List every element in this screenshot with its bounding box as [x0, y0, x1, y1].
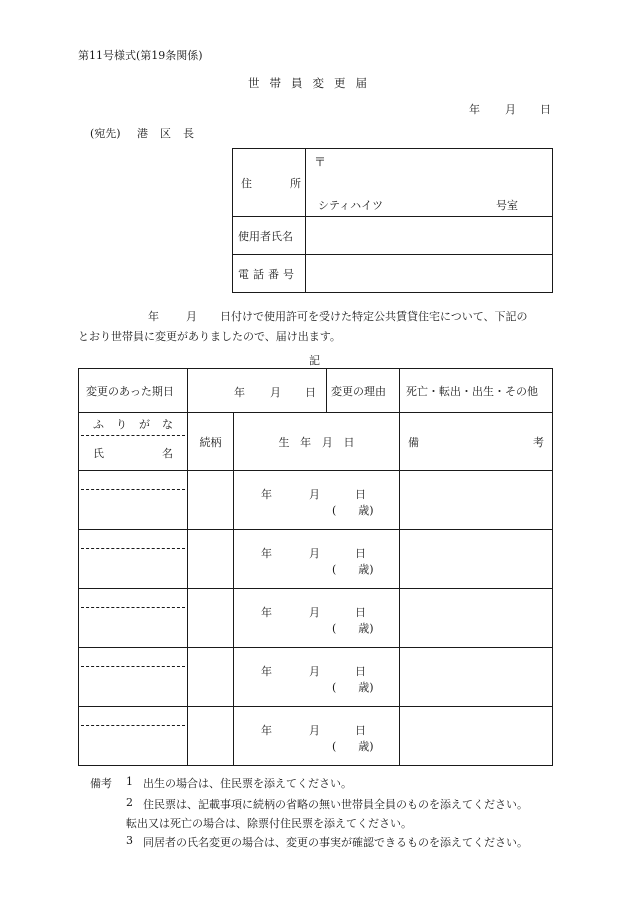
- statement-line-2: とおり世帯員に変更がありましたので、届け出ます。: [78, 330, 341, 343]
- address-label-cell: [233, 149, 306, 217]
- period-label-cell: [79, 369, 188, 413]
- member-age: ( 歳): [332, 681, 374, 694]
- member-age: ( 歳): [332, 740, 374, 753]
- recipient-name: 港区長: [137, 127, 206, 140]
- name-header-cell: [79, 413, 188, 471]
- member-month: 月: [309, 665, 320, 678]
- member-birthdate-cell[interactable]: [234, 530, 400, 589]
- member-birthdate-cell[interactable]: [234, 707, 400, 766]
- phone-label-cell: [233, 255, 306, 293]
- note-text: 転出又は死亡の場合は、除票付住民票を添えてください。: [126, 817, 412, 830]
- statement-month: 月: [186, 310, 197, 323]
- recipient-prefix: (宛先): [90, 127, 121, 140]
- member-birthdate-cell[interactable]: [234, 471, 400, 530]
- note-text: 出生の場合は、住民票を添えてください。: [143, 777, 352, 790]
- member-age: ( 歳): [332, 622, 374, 635]
- note-number: 3: [126, 834, 133, 847]
- period-month: 月: [270, 386, 281, 399]
- period-day: 日: [305, 386, 316, 399]
- member-day: 日: [355, 488, 366, 501]
- member-year: 年: [261, 547, 272, 560]
- relation-header: 続柄: [199, 435, 222, 449]
- reason-options-cell[interactable]: [400, 369, 553, 413]
- statement-year: 年: [148, 310, 159, 323]
- member-day: 日: [355, 724, 366, 737]
- member-row: [79, 648, 553, 707]
- note-text: 同居者の氏名変更の場合は、変更の事実が確認できるものを添えてください。: [143, 836, 528, 849]
- name-header: 氏 名: [93, 447, 173, 460]
- date-month: 月: [505, 103, 516, 116]
- note-number: 1: [126, 775, 133, 788]
- member-row: [79, 530, 553, 589]
- member-row: [79, 471, 553, 530]
- relation-header-cell: [188, 413, 234, 471]
- remarks-header-cell: [400, 413, 553, 471]
- member-year: 年: [261, 724, 272, 737]
- date-year: 年: [469, 103, 480, 116]
- period-label: 変更のあった期日: [86, 384, 174, 398]
- statement-line-1: 日付けで使用許可を受けた特定公共賃貸住宅について、下記の: [220, 310, 528, 323]
- member-month: 月: [309, 724, 320, 737]
- member-remarks-cell[interactable]: [400, 530, 553, 589]
- member-remarks-cell[interactable]: [400, 471, 553, 530]
- member-name-cell[interactable]: [79, 471, 188, 530]
- period-year: 年: [234, 386, 245, 399]
- member-row: [79, 707, 553, 766]
- applicant-table: [232, 148, 553, 293]
- member-name-cell[interactable]: [79, 648, 188, 707]
- change-table: [78, 368, 553, 766]
- member-year: 年: [261, 665, 272, 678]
- member-year: 年: [261, 606, 272, 619]
- member-relation-cell[interactable]: [188, 530, 234, 589]
- form-id: 第11号様式(第19条関係): [78, 49, 203, 62]
- member-age: ( 歳): [332, 563, 374, 576]
- member-age: ( 歳): [332, 504, 374, 517]
- member-remarks-cell[interactable]: [400, 707, 553, 766]
- reason-label-cell: [327, 369, 400, 413]
- address-label: 住 所: [241, 176, 301, 190]
- member-month: 月: [309, 606, 320, 619]
- member-day: 日: [355, 547, 366, 560]
- postal-mark: 〒: [314, 155, 327, 169]
- birthdate-header-cell: [234, 413, 400, 471]
- ki-mark: 記: [309, 354, 320, 367]
- member-day: 日: [355, 606, 366, 619]
- member-month: 月: [309, 488, 320, 501]
- phone-label: 電話番号: [238, 267, 298, 281]
- member-birthdate-cell[interactable]: [234, 648, 400, 707]
- user-name-label-cell: [233, 217, 306, 255]
- member-row: [79, 589, 553, 648]
- member-month: 月: [309, 547, 320, 560]
- date-day: 日: [540, 103, 551, 116]
- user-name-field[interactable]: [306, 217, 553, 255]
- member-name-cell[interactable]: [79, 589, 188, 648]
- reason-options: 死亡・転出・出生・その他: [406, 384, 538, 398]
- period-date-field[interactable]: [188, 369, 327, 413]
- reason-label: 変更の理由: [331, 384, 386, 398]
- note-number: 2: [126, 796, 133, 809]
- address-field[interactable]: [306, 149, 553, 217]
- member-remarks-cell[interactable]: [400, 589, 553, 648]
- room-suffix: 号室: [496, 199, 518, 212]
- notes-label: 備考: [90, 777, 112, 790]
- member-name-cell[interactable]: [79, 530, 188, 589]
- birthdate-header: 生 年 月 日: [278, 435, 355, 449]
- member-day: 日: [355, 665, 366, 678]
- member-remarks-cell[interactable]: [400, 648, 553, 707]
- member-name-cell[interactable]: [79, 707, 188, 766]
- member-relation-cell[interactable]: [188, 471, 234, 530]
- member-relation-cell[interactable]: [188, 589, 234, 648]
- furigana-header: ふ り が な: [93, 418, 173, 431]
- building-name: シティハイツ: [318, 199, 384, 212]
- user-name-label: 使用者氏名: [238, 229, 293, 243]
- phone-field[interactable]: [306, 255, 553, 293]
- member-relation-cell[interactable]: [188, 707, 234, 766]
- member-birthdate-cell[interactable]: [234, 589, 400, 648]
- member-relation-cell[interactable]: [188, 648, 234, 707]
- page-title: 世帯員変更届: [248, 76, 377, 90]
- note-text: 住民票は、記載事項に続柄の省略の無い世帯員全員のものを添えてください。: [143, 798, 528, 811]
- remarks-header: 備 考: [408, 435, 544, 449]
- member-year: 年: [261, 488, 272, 501]
